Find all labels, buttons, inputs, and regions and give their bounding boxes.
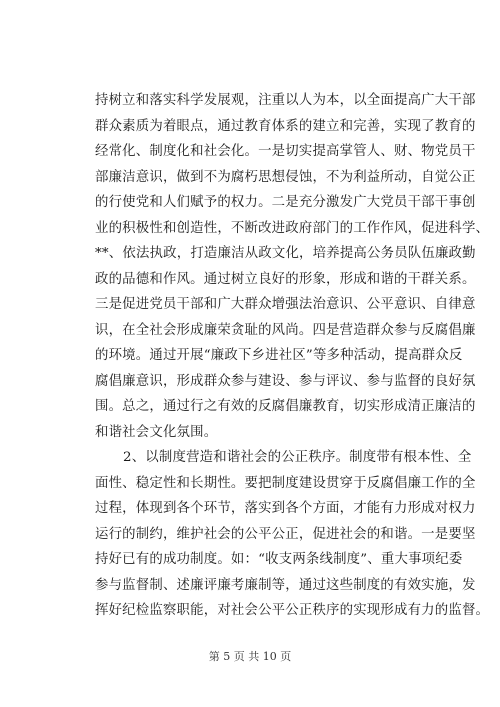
text-line: 经常化、制度化和社会化。一是切实提高掌管人、财、物党员干: [95, 144, 476, 159]
text-line: 三是促进党员干部和广大群众增强法治意识、公平意识、自律意: [95, 297, 476, 312]
text-line: 围。总之，通过行之有效的反腐倡廉教育，切实形成清正廉洁的: [95, 399, 476, 414]
text-line: 部廉洁意识，做到不为腐朽思想侵蚀，不为利益所动，自觉公正: [95, 169, 476, 185]
page-number: 第 5 页 共 10 页: [208, 650, 292, 663]
text-line: 腐倡廉意识，形成群众参与建设、参与评议、参与监督的良好氛: [95, 373, 476, 389]
text-line: 识，在全社会形成廉荣贪耻的风尚。四是营造群众参与反腐倡廉: [95, 322, 476, 338]
text-line: **、依法执政，打造廉洁从政文化，培养提高公务员队伍廉政勤: [95, 246, 476, 261]
text-line: 过程，体现到各个环节，落实到各个方面，才能有力形成对权力: [95, 501, 476, 516]
text-line: 运行的制约，维护社会的公平公正，促进社会的和谐。一是要坚: [95, 526, 476, 542]
text-line: 2、以制度营造和谐社会的公正秩序。制度带有根本性、全: [123, 450, 472, 465]
body-text: [95, 88, 490, 624]
text-line: 挥好纪检监察职能，对社会公平公正秩序的实现形成有力的监督。: [95, 603, 490, 618]
text-line: 面性、稳定性和长期性。要把制度建设贯穿于反腐倡廉工作的全: [95, 475, 476, 491]
text-line: 的行使党和人们赋予的权力。二是充分激发广大党员干部干事创: [95, 195, 476, 210]
text-line: 参与监督制、述廉评廉考廉制等，通过这些制度的有效实施，发: [95, 577, 476, 593]
text-line: 和谐社会文化氛围。: [95, 424, 218, 440]
text-line: 群众素质为着眼点，通过教育体系的建立和完善，实现了教育的: [95, 118, 476, 134]
text-line: 政的品德和作风。通过树立良好的形象，形成和谐的干群关系。: [95, 271, 476, 287]
text-line: 的环境。通过开展“廉政下乡进社区”等多种活动，提高群众反: [95, 348, 463, 363]
text-line: 业的积极性和创造性，不断改进政府部门的工作作风，促进科学、: [95, 220, 490, 236]
text-line: 持好已有的成功制度。如：“收支两条线制度”、重大事项纪委: [95, 552, 463, 567]
text-line: 持树立和落实科学发展观，注重以人为本，以全面提高广大干部: [95, 93, 476, 108]
